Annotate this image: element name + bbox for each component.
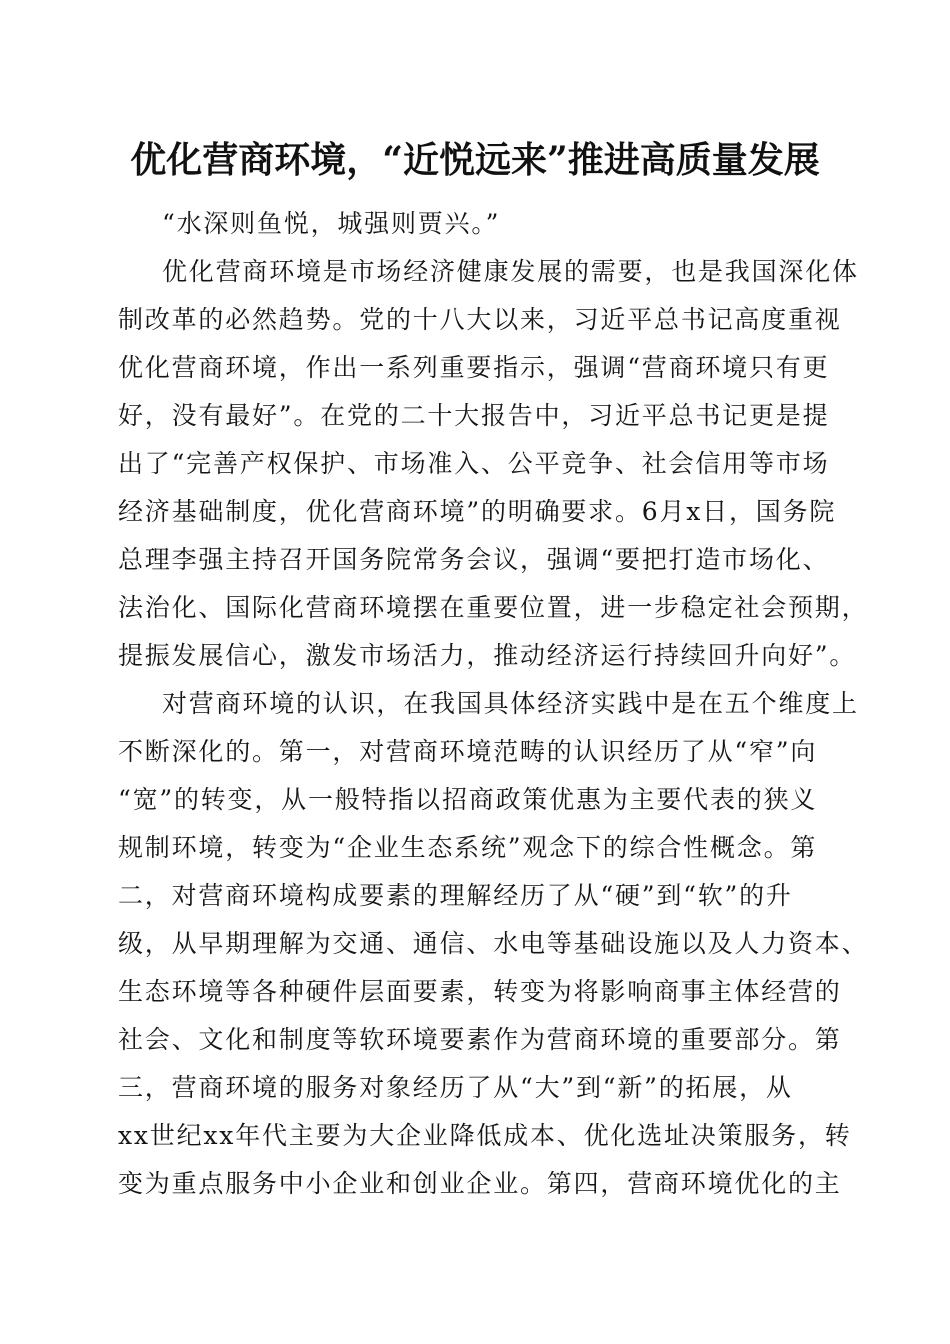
paragraph-2-line-4: 好，没有最好”。在党的二十大报告中，习近平总书记更是提 xyxy=(118,401,830,430)
paragraph-2-line-6: 经济基础制度，优化营商环境”的明确要求。6月x日，国务院 xyxy=(118,497,837,526)
paragraph-2-line-5: 出了“完善产权保护、市场准入、公平竞争、社会信用等市场 xyxy=(118,449,830,478)
paragraph-2-line-1: 优化营商环境是市场经济健康发展的需要，也是我国深化体 xyxy=(162,257,859,286)
paragraph-3-line-11: 变为重点服务中小企业和创业企业。第四，营商环境优化的主 xyxy=(118,1169,842,1198)
paragraph-2-line-3: 优化营商环境，作出一系列重要指示，强调“营商环境只有更 xyxy=(118,353,830,382)
paragraph-3-line-10: xx世纪xx年代主要为大企业降低成本、优化选址决策服务，转 xyxy=(118,1121,852,1150)
paragraph-3-line-7: 生态环境等各种硬件层面要素，转变为将影响商事主体经营的 xyxy=(118,977,842,1006)
paragraph-3-line-6: 级，从早期理解为交通、通信、水电等基础设施以及人力资本、 xyxy=(118,929,869,958)
paragraph-3-line-3: “宽”的转变，从一般特指以招商政策优惠为主要代表的狭义 xyxy=(118,785,818,814)
paragraph-3-line-2: 不断深化的。第一，对营商环境范畴的认识经历了从“窄”向 xyxy=(118,737,818,766)
paragraph-3-line-1: 对营商环境的认识，在我国具体经济实践中是在五个维度上 xyxy=(162,689,859,718)
paragraph-2-line-9: 提振发展信心，激发市场活力，推动经济运行持续回升向好”。 xyxy=(118,641,857,670)
paragraph-3-line-5: 二，对营商环境构成要素的理解经历了从“硬”到“软”的升 xyxy=(118,881,793,910)
paragraph-3-line-9: 三，营商环境的服务对象经历了从“大”到“新”的拓展，从 xyxy=(118,1073,793,1102)
document-body xyxy=(118,200,869,1208)
paragraph-3-line-4: 规制环境，转变为“企业生态系统”观念下的综合性概念。第 xyxy=(118,833,818,862)
paragraph-3-line-8: 社会、文化和制度等软环境要素作为营商环境的重要部分。第 xyxy=(118,1025,842,1054)
paragraph-2-line-8: 法治化、国际化营商环境摆在重要位置，进一步稳定社会预期， xyxy=(118,593,869,622)
paragraph-1-line-1: “水深则鱼悦，城强则贾兴。” xyxy=(162,209,501,238)
paragraph-2-line-7: 总理李强主持召开国务院常务会议，强调“要把打造市场化、 xyxy=(118,545,830,574)
paragraph-2-line-2: 制改革的必然趋势。党的十八大以来，习近平总书记高度重视 xyxy=(118,305,842,334)
document-title: 优化营商环境，“近悦远来”推进高质量发展 xyxy=(130,139,820,181)
